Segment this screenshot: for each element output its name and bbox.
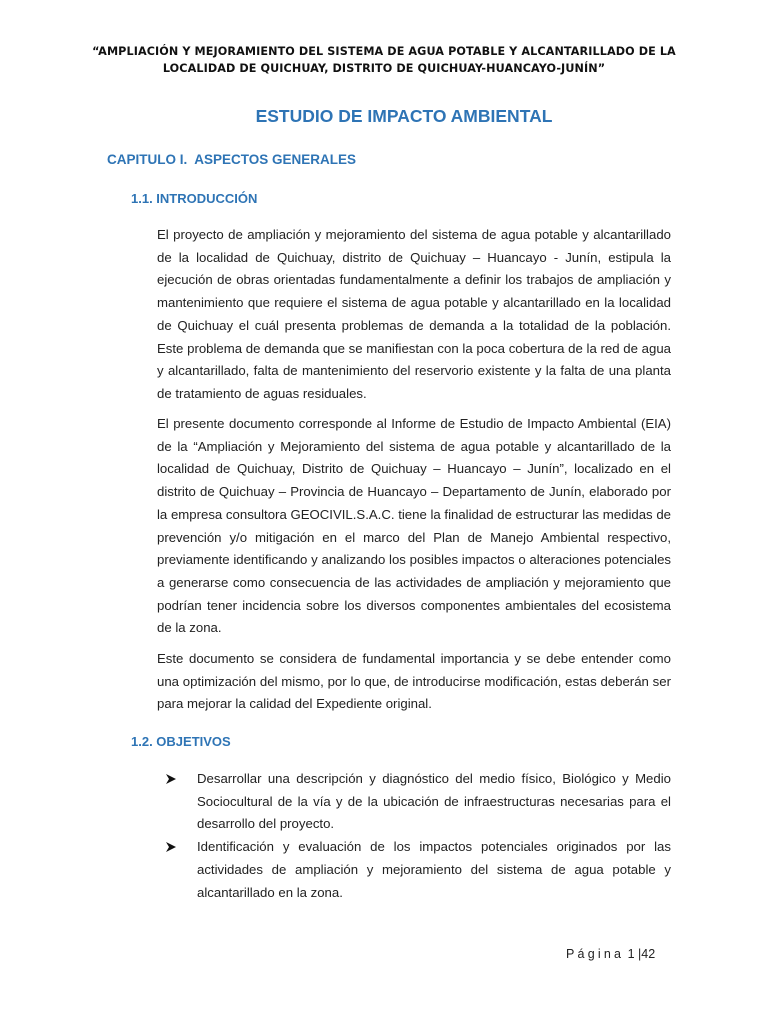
objectives-list bbox=[165, 768, 671, 904]
arrowhead-bullet-icon bbox=[165, 841, 177, 853]
page-number: 1 bbox=[627, 947, 635, 961]
running-header-line-1: “AMPLIACIÓN Y MEJORAMIENTO DEL SISTEMA DE AGUA POTABLE Y ALCANTARILLADO DE LA bbox=[92, 45, 676, 58]
intro-paragraph-1: El proyecto de ampliación y mejoramiento del sistema de agua potable y alcantarillado de la localidad de Quichuay, distrito de Quichuay – Huancayo - Junín, estipula la ejecución de obras orientadas fundamentalmente a definir los trabajos de ampliación y mantenimiento que requiere el sistema de agua potable y alcantarillado en la localidad de Quichuay el cuál presenta problemas de demanda a la totalidad de la población. Este problema de demanda que se manifiestan con la poca cobertura de la red de agua y alcantarillado, falta de mantenimiento del reservorio existente y la falta de una planta de tratamiento de aguas residuales. bbox=[157, 227, 671, 401]
objective-text: Desarrollar una descripción y diagnóstico del medio físico, Biológico y Medio Sociocultural de la vía y de la ubicación de infraestructuras necesarias para el desarrollo del proyecto. bbox=[197, 771, 671, 832]
page-footer bbox=[566, 947, 655, 961]
total-pages: 42 bbox=[641, 947, 656, 961]
page-separator: | bbox=[638, 947, 642, 961]
section-heading-introduccion: 1.1. INTRODUCCIÓN bbox=[131, 191, 258, 206]
intro-paragraph-3: Este documento se considera de fundamental importancia y se debe entender como una optimización del mismo, por lo que, de introducirse modificación, estas deberán ser para mejorar la calidad del Expediente original. bbox=[157, 651, 671, 712]
chapter-heading: CAPITULO I. ASPECTOS GENERALES bbox=[107, 152, 357, 167]
intro-paragraph-2: El presente documento corresponde al Informe de Estudio de Impacto Ambiental (EIA) de la “Ampliación y Mejoramiento del sistema de agua potable y alcantarillado de la localidad de Quichuay, Distrito de Quichuay – Huancayo – Junín”, localizado en el distrito de Quichuay – Provincia de Huancayo – Departamento de Junín, elaborado por la empresa consultora GEOCIVIL.S.A.C. tiene la finalidad de estructurar las medidas de prevención y/o mitigación en el marco del Plan de Manejo Ambiental respectivo, previamente identificando y analizando los posibles impactos o alteraciones potenciales a generarse como consecuencia de las actividades de ampliación y mejoramiento que podrían tener incidencia sobre los diversos componentes ambientales del ecosistema de la zona. bbox=[157, 416, 671, 636]
objective-text: Identificación y evaluación de los impactos potenciales originados por las actividades de ampliación y mejoramiento del sistema de agua potable y alcantarillado en la zona. bbox=[197, 839, 671, 900]
running-header-line-2: LOCALIDAD DE QUICHUAY, DISTRITO DE QUICHUAY-HUANCAYO-JUNÍN” bbox=[162, 62, 606, 75]
document-title: ESTUDIO DE IMPACTO AMBIENTAL bbox=[255, 106, 553, 126]
running-header bbox=[90, 43, 678, 77]
page-label: Página bbox=[566, 947, 625, 961]
section-heading-objetivos: 1.2. OBJETIVOS bbox=[131, 734, 231, 749]
objective-item bbox=[165, 768, 671, 836]
arrowhead-bullet-icon bbox=[165, 773, 177, 785]
objective-item bbox=[165, 836, 671, 904]
